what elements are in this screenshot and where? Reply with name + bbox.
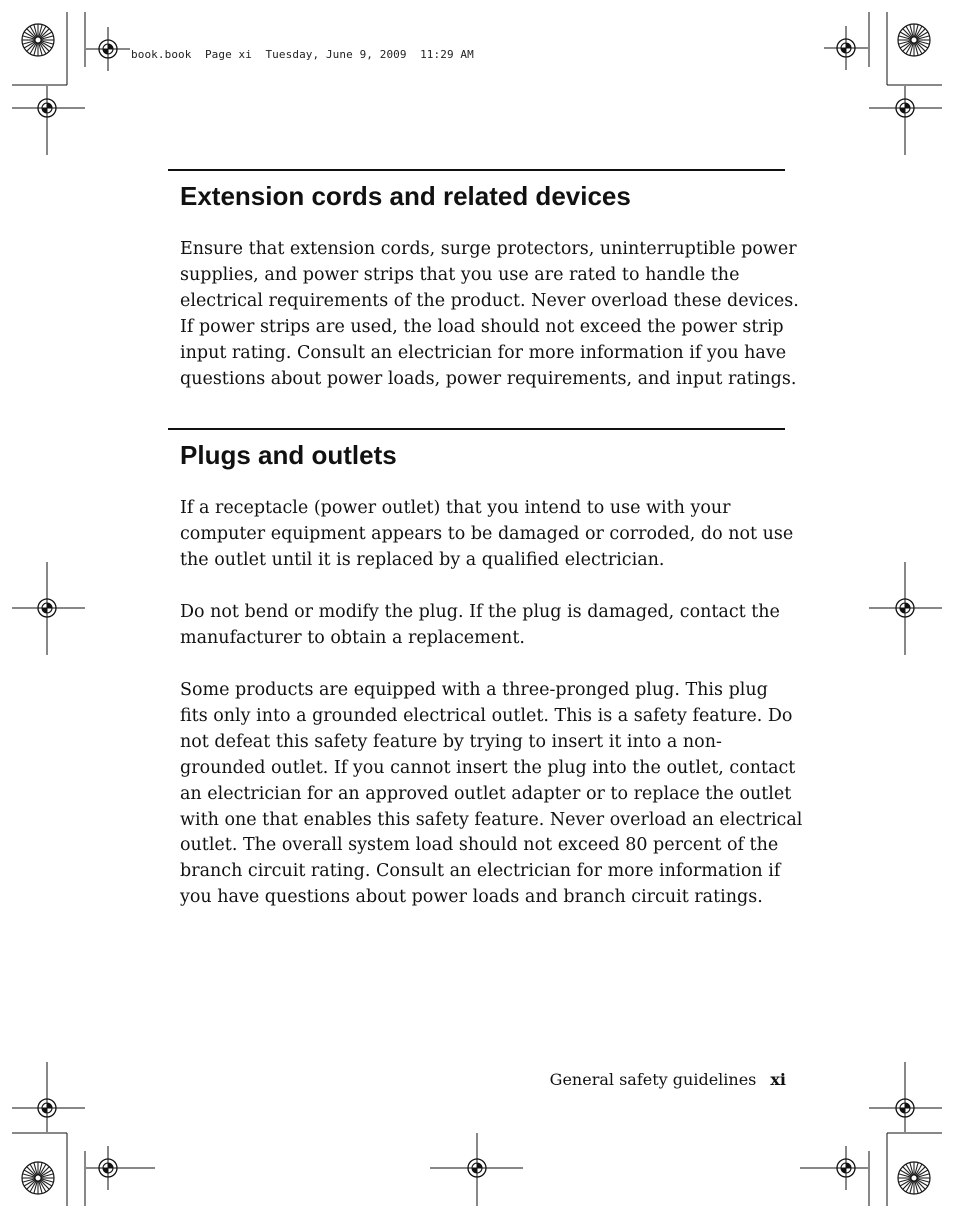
- text-line: manufacturer to obtain a replacement.: [180, 627, 525, 648]
- text-line: Do not bend or modify the plug. If the plug is damaged, contact the: [180, 602, 780, 622]
- text-line: Some products are equipped with a three-pronged plug. This plug: [180, 680, 768, 700]
- text-line: electrical requirements of the product. Never overload these devices.: [180, 290, 799, 311]
- text-line: Ensure that extension cords, surge protectors, uninterruptible power: [180, 239, 797, 259]
- paragraph-plug-modification: [180, 600, 790, 652]
- print-slug: book.book Page xi Tuesday, June 9, 2009 11:29 AM: [131, 48, 474, 61]
- text-line: If power strips are used, the load should not exceed the power strip: [180, 316, 784, 337]
- section-title-extension-cords: Extension cords and related devices: [180, 181, 631, 211]
- footer-section-name: General safety guidelines: [549, 1070, 757, 1089]
- text-line: grounded outlet. If you cannot insert the plug into the outlet, contact: [180, 757, 796, 778]
- text-line: an electrician for an approved outlet adapter or to replace the outlet: [180, 783, 792, 804]
- text-line: questions about power loads, power requirements, and input ratings.: [180, 368, 797, 389]
- section-rule: [168, 169, 785, 171]
- text-line: the outlet until it is replaced by a qualified electrician.: [180, 549, 665, 570]
- text-line: outlet. The overall system load should not exceed 80 percent of the: [180, 835, 779, 856]
- text-line: you have questions about power loads and branch circuit ratings.: [180, 887, 763, 908]
- section-title-plugs-outlets: Plugs and outlets: [180, 440, 397, 470]
- running-footer: [550, 1070, 786, 1089]
- paragraph-three-pronged-plug: [180, 678, 803, 911]
- text-line: computer equipment appears to be damaged or corroded, do not use: [180, 523, 794, 544]
- text-line: supplies, and power strips that you use are rated to handle the: [180, 264, 740, 285]
- text-line: branch circuit rating. Consult an electrician for more information if: [180, 861, 781, 882]
- text-line: input rating. Consult an electrician for more information if you have: [180, 342, 787, 363]
- page-number: xi: [770, 1070, 786, 1089]
- section-rule: [168, 428, 785, 430]
- text-line: not defeat this safety feature by trying to insert it into a non-: [180, 731, 722, 752]
- paragraph-damaged-receptacle: [180, 496, 794, 574]
- paragraph-extension-cords: [180, 237, 799, 392]
- text-line: fits only into a grounded electrical outlet. This is a safety feature. Do: [180, 705, 793, 726]
- text-line: with one that enables this safety feature. Never overload an electrical: [180, 809, 803, 830]
- text-line: If a receptacle (power outlet) that you intend to use with your: [180, 498, 731, 518]
